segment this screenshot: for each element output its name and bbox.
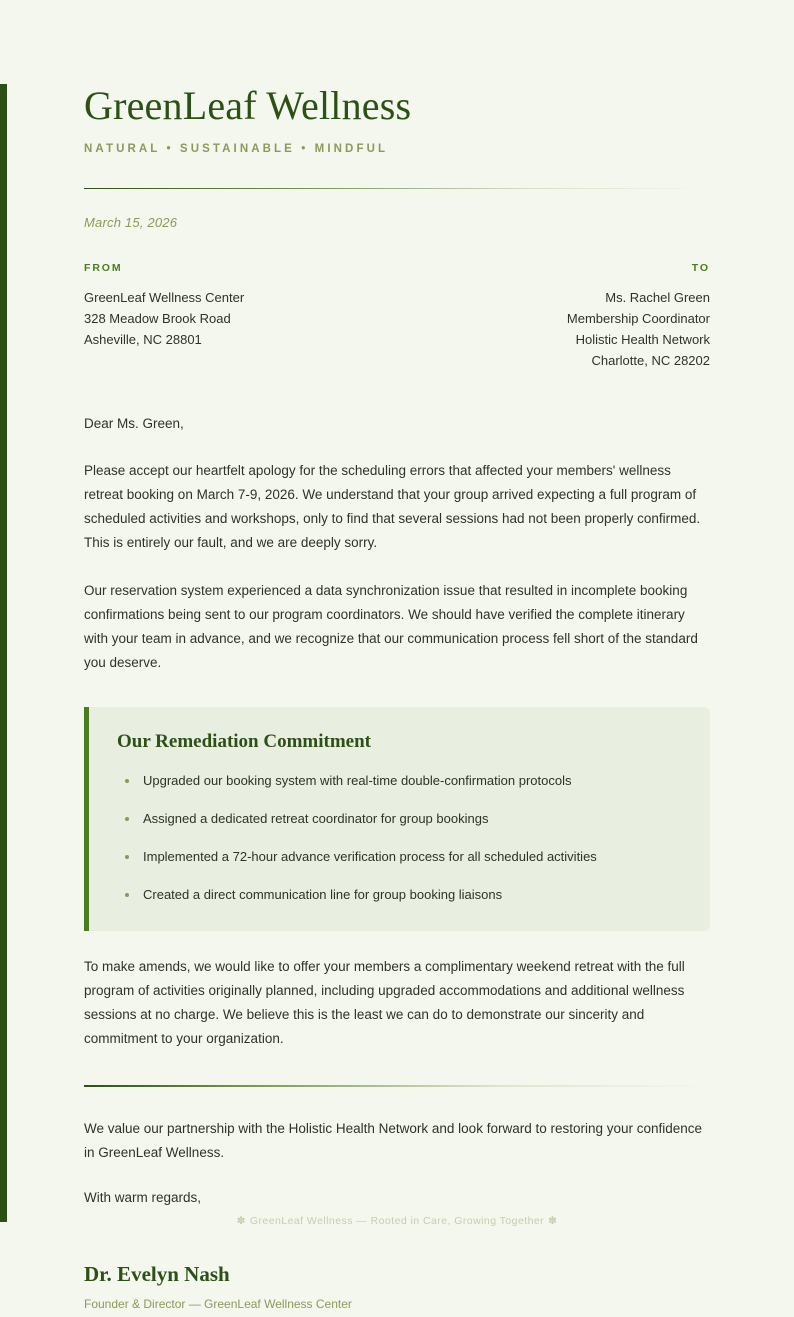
list-item: Created a direct communication line for group booking liaisons xyxy=(117,885,682,905)
from-line: 328 Meadow Brook Road xyxy=(84,311,231,327)
body-paragraph-4: We value our partnership with the Holistic Health Network and look forward to restoring your confidence in GreenLeaf Wellness. xyxy=(84,1120,703,1160)
body-paragraph-3: To make amends, we would like to offer your members a complimentary weekend retreat with the full program of activities originally planned, including upgraded accommodations and additional wellness sessions at no charge. We believe this is the least we can do to demonstrate our sincerity and commitment to your organization. xyxy=(84,959,685,1047)
from-address xyxy=(84,262,244,371)
callout-title: Our Remediation Commitment xyxy=(117,731,372,753)
to-line: Membership Coordinator xyxy=(566,311,710,327)
from-line: GreenLeaf Wellness Center xyxy=(84,290,245,306)
list-item: Upgraded our booking system with real-time double-confirmation protocols xyxy=(117,771,682,791)
brand-tagline: NATURAL • SUSTAINABLE • MINDFUL xyxy=(84,142,389,155)
page-footer xyxy=(0,1215,794,1227)
from-label: FROM xyxy=(84,262,123,275)
letter-date: March 15, 2026 xyxy=(84,215,178,231)
letterhead xyxy=(84,84,710,155)
to-label: TO xyxy=(691,262,710,275)
body-paragraph-1: Please accept our heartfelt apology for the scheduling errors that affected your members' wellness retreat booking on March 7-9, 2026. We understand that your group arrived expecting a full program of scheduled activities and workshops, only to find that several sessions had not been properly confirmed. This is entirely our fault, and we are deeply sorry. xyxy=(84,463,701,551)
body-paragraph-2: Our reservation system experienced a data synchronization issue that resulted in incomplete booking confirmations being sent to our program coordinators. We should have verified the complete itinerary with your team in advance, and we recognize that our communication process fell short of the standard you deserve. xyxy=(84,583,698,671)
to-line: Holistic Health Network xyxy=(575,332,710,348)
address-block xyxy=(84,262,710,371)
list-item: Implemented a 72-hour advance verification process for all scheduled activities xyxy=(117,847,682,867)
to-address xyxy=(567,262,710,371)
closing-divider xyxy=(84,1085,710,1087)
to-line: Ms. Rachel Green xyxy=(605,290,710,306)
flower-icon: ✽ xyxy=(236,1215,246,1227)
salutation: Dear Ms. Green, xyxy=(84,416,184,432)
header-divider xyxy=(84,188,710,190)
regards-line: With warm regards, xyxy=(84,1189,202,1205)
remediation-callout xyxy=(84,707,710,931)
to-line: Charlotte, NC 28202 xyxy=(591,353,710,369)
list-item: Assigned a dedicated retreat coordinator for group bookings xyxy=(117,809,682,829)
signature-name: Dr. Evelyn Nash xyxy=(84,1261,230,1286)
remediation-list xyxy=(117,771,682,905)
footer-text: GreenLeaf Wellness — Rooted in Care, Growing Together xyxy=(249,1215,545,1227)
signature-role: Founder & Director — GreenLeaf Wellness Center xyxy=(84,1296,352,1311)
flower-icon: ✽ xyxy=(548,1215,558,1227)
from-line: Asheville, NC 28801 xyxy=(84,332,202,348)
brand-title: GreenLeaf Wellness xyxy=(84,83,412,128)
